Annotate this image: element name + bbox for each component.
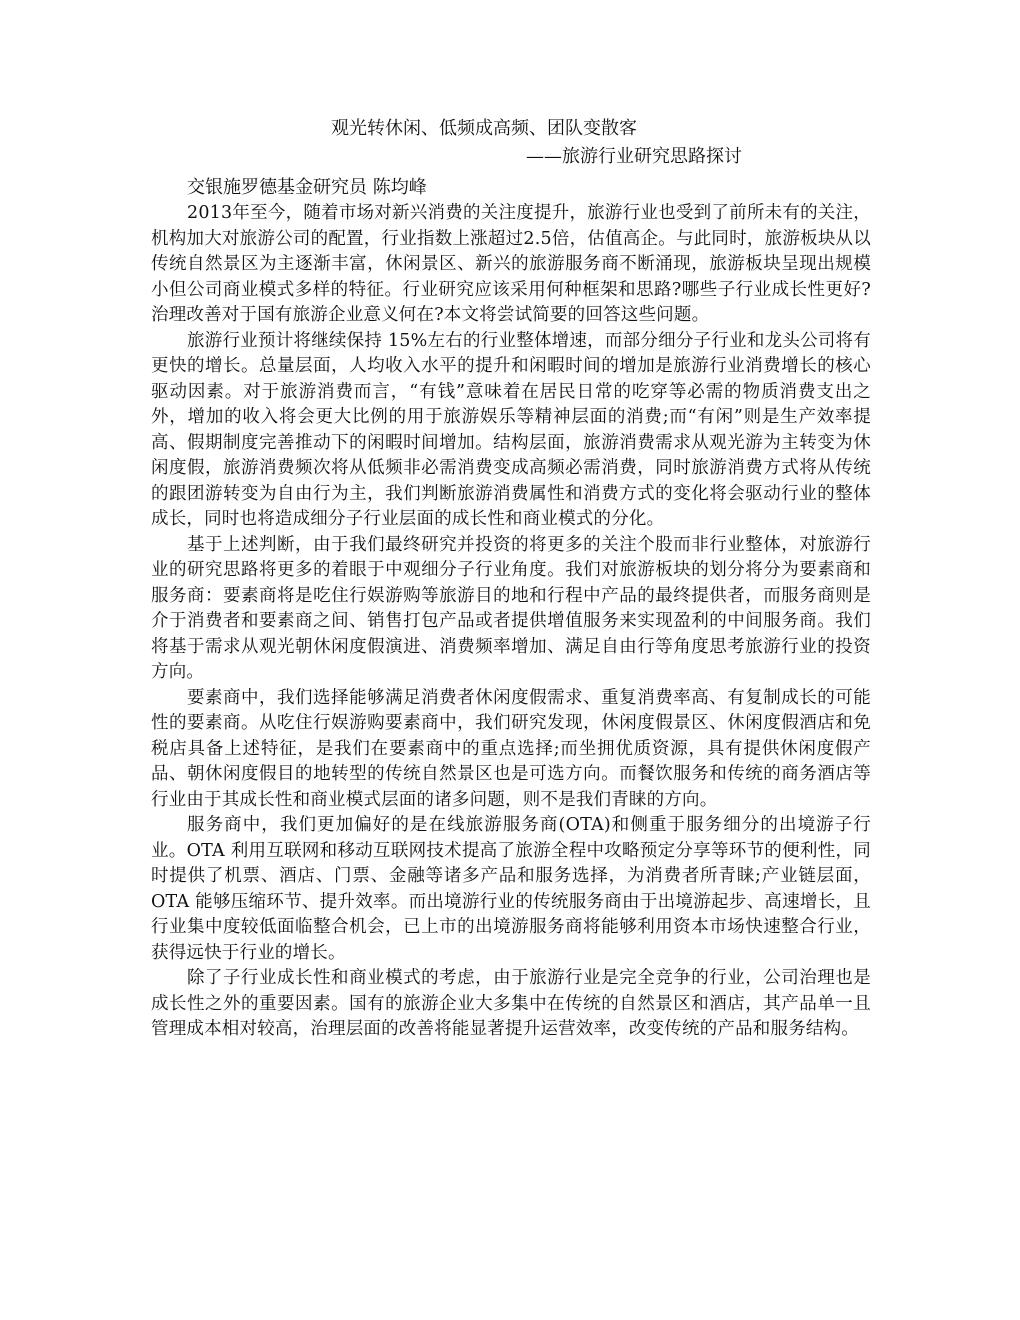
document-title: 观光转休闲、低频成高频、团队变散客 — [331, 118, 637, 139]
paragraph-research-framework: 基于上述判断，由于我们最终研究并投资的将更多的关注个股而非行业整体，对旅游行业的研究思路将更多的着眼于中观细分子行业角度。我们对旅游板块的划分将分为要素商和服务商：要素商将是吃住行娱游购等旅游目的地和行程中产品的最终提供者，而服务商则是介于消费者和要素商之间、销售打包产品或者提供增值服务来实现盈利的中间服务商。我们将基于需求从观光朝休闲度假演进、消费频率增加、满足自由行等角度思考旅游行业的投资方向。 — [151, 534, 871, 682]
document-page — [151, 115, 871, 1043]
paragraph-element-providers: 要素商中，我们选择能够满足消费者休闲度假需求、重复消费率高、有复制成长的可能性的要素商。从吃住行娱游购要素商中，我们研究发现，休闲度假景区、休闲度假酒店和免税店具备上述特征，是我们在要素商中的重点选择;而坐拥优质资源，具有提供休闲度假产品、朝休闲度假目的地转型的传统自然景区也是可选方向。而餐饮服务和传统的商务酒店等行业由于其成长性和商业模式层面的诸多问题，则不是我们青睐的方向。 — [151, 687, 871, 810]
paragraph-intro: 2013年至今，随着市场对新兴消费的关注度提升，旅游行业也受到了前所未有的关注，机构加大对旅游公司的配置，行业指数上涨超过2.5倍，估值高企。与此同时，旅游板块从以传统自然景区为主逐渐丰富，休闲景区、新兴的旅游服务商不断涌现，旅游板块呈现出规模小但公司商业模式多样的特征。行业研究应该采用何种框架和思路?哪些子行业成长性更好?治理改善对于国有旅游企业意义何在?本文将尝试简要的回答这些问题。 — [151, 203, 871, 325]
paragraph-growth-drivers: 旅游行业预计将继续保持 15%左右的行业整体增速，而部分细分子行业和龙头公司将有更快的增长。总量层面，人均收入水平的提升和闲暇时间的增加是旅游行业消费增长的核心驱动因素。对于旅游消费而言，“有钱”意味着在居民日常的吃穿等必需的物质消费支出之外，增加的收入将会更大比例的用于旅游娱乐等精神层面的消费;而“有闲”则是生产效率提高、假期制度完善推动下的闲暇时间增加。结构层面，旅游消费需求从观光游为主转变为休闲度假，旅游消费频次将从低频非必需消费变成高频必需消费，同时旅游消费方式将从传统的跟团游转变为自由行为主，我们判断旅游消费属性和消费方式的变化将会驱动行业的整体成长，同时也将造成细分子行业层面的成长性和商业模式的分化。 — [151, 330, 871, 529]
document-subtitle: ——旅游行业研究思路探讨 — [526, 146, 742, 167]
paragraph-service-providers: 服务商中，我们更加偏好的是在线旅游服务商(OTA)和侧重于服务细分的出境游子行业。OTA 利用互联网和移动互联网技术提高了旅游全程中攻略预定分享等环节的便利性，同时提供了机票、酒店、门票、金融等诸多产品和服务选择，为消费者所青睐;产业链层面，OTA 能够压缩环节、提升效率。而出境游行业的传统服务商由于出境游起步、高速增长，且行业集中度较低面临整合机会，已上市的出境游服务商将能够利用资本市场快速整合行业，获得远快于行业的增长。 — [151, 815, 871, 963]
author-line: 交银施罗德基金研究员 陈均峰 — [187, 177, 427, 198]
paragraph-governance: 除了子行业成长性和商业模式的考虑，由于旅游行业是完全竞争的行业，公司治理也是成长性之外的重要因素。国有的旅游企业大多集中在传统的自然景区和酒店，其产品单一且管理成本相对较高，治理层面的改善将能显著提升运营效率，改变传统的产品和服务结构。 — [151, 968, 871, 1039]
